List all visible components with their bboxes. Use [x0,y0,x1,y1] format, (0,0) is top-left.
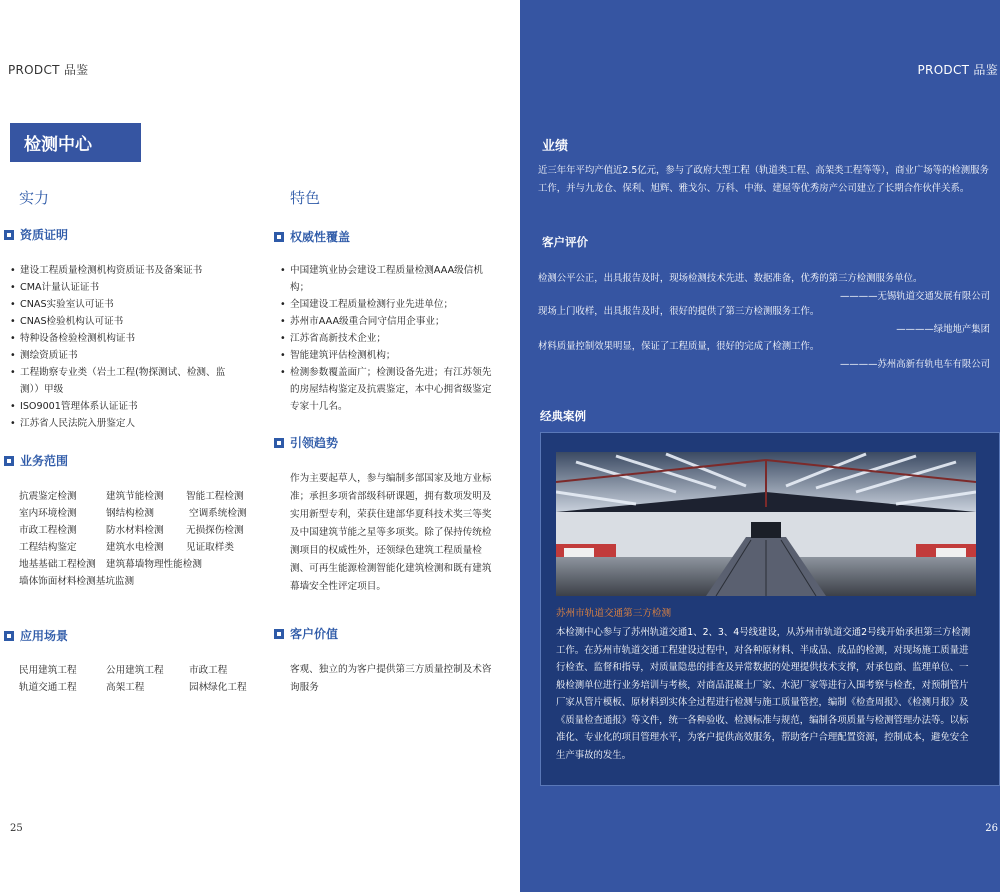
section-heading: 引领趋势 [290,436,339,450]
grid-cell: 轨道交通工程 [19,682,77,693]
grid-cell: 工程结构鉴定 [19,542,77,553]
list-item: • 检测参数覆盖面广；检测设备先进；有江苏领先的房屋结构鉴定及抗震鉴定，本中心拥省级鉴定专家十几名。 [280,364,500,415]
applications-grid [19,662,247,696]
grid-cell: 建筑水电检测 [106,542,164,553]
authority-list [280,262,500,415]
list-item: • 江苏省高新技术企业； [280,330,500,347]
list-item: • 工程勘察专业类（岩土工程(物探测试、检测、监测））甲级 [10,364,235,398]
review-signature: ————绿地地产集团 [896,324,990,335]
qualification-list [10,262,235,432]
grid-cell: 地基基础工程检测 [19,559,96,570]
section-applications [4,627,68,644]
grid-cell: 高架工程 [106,682,145,693]
list-item: • ISO9001管理体系认证证书 [10,398,235,415]
section-lead-trend [274,434,338,451]
list-item: • 测绘资质证书 [10,347,235,364]
list-item: • 苏州市AAA级重合同守信用企事业； [280,313,500,330]
section-heading: 业务范围 [20,454,69,468]
case-title: 苏州市轨道交通第三方检测 [556,608,672,619]
grid-cell: 见证取样类 [186,542,234,553]
grid-cell: 园林绿化工程 [189,682,247,693]
grid-cell: 公用建筑工程 [106,665,164,676]
list-item: • CNAS检验机构认可证书 [10,313,235,330]
section-heading: 权威性覆盖 [290,230,351,244]
review-text: 现场上门收样，出具报告及时，很好的提供了第三方检测服务工作。 [538,306,820,317]
grid-row [19,662,247,679]
grid-cell: 市政工程 [189,665,228,676]
section-heading: 资质证明 [20,228,69,242]
grid-cell: 民用建筑工程 [19,665,77,676]
achievements-paragraph: 近三年年平均产值近2.5亿元，参与了政府大型工程（轨道类工程、高架类工程等等），商业广场等的检测服务工作，并与九龙仓、保利、旭辉、雅戈尔、万科、中海、建屋等优秀房产公司建立了长期合作伙伴关系。 [538,165,989,194]
grid-cell: 建筑幕墙物理性能检测 [106,559,202,570]
list-item: • 建设工程质量检测机构资质证书及备案证书 [10,262,235,279]
square-bullet-icon [4,230,14,240]
column-heading-strength: 实力 [19,189,50,207]
grid-row [19,488,247,505]
review-text: 材料质量控制效果明显，保证了工程质量，很好的完成了检测工作。 [538,341,820,352]
grid-row [19,505,247,522]
section-cases: 经典案例 [540,409,586,423]
list-item: • 江苏省人民法院入册鉴定人 [10,415,235,432]
grid-cell: 防水材料检测 [106,525,164,536]
grid-cell: 抗震鉴定检测 [19,491,77,502]
square-bullet-icon [274,629,284,639]
scope-grid [19,488,247,590]
grid-cell: 空调系统检测 [189,508,247,519]
brand-label: PRODCT 品鉴 [8,63,89,77]
lead-paragraph: 作为主要起草人，参与编制多部国家及地方业标准；承担多项省部级科研课题，拥有数项发明及实用新型专利，荣获住建部华夏科技术奖三等奖及中国建筑节能之星等多项奖。除了保持传统检测项目的权威性外，还领绿色建筑工程质量检测、可再生能源检测智能化建筑检测和既有建筑幕墙安全性评定项目。 [290,473,492,592]
review-text: 检测公平公正，出具报告及时，现场检测技术先进、数据准备，优秀的第三方检测服务单位。 [538,273,923,284]
review-signature: ————无锡轨道交通发展有限公司 [839,291,990,302]
grid-row [19,539,247,556]
grid-cell: 智能工程检测 [186,491,244,502]
grid-cell: 市政工程检测 [19,525,77,536]
subway-station-photo [556,452,976,596]
case-paragraph: 本检测中心参与了苏州轨道交通1、2、3、4号线建设，从苏州市轨道交通2号线开始承担第三方检测工作。在苏州市轨道交通工程建设过程中，对各种原材料、半成品、成品的检测，对现场施工质量进行检查、监督和指导，对质量隐患的排查及异常数据的处理提供技术支撑，对承包商、监理单位、一般检测单位进行业务培训与考核，对商品混凝土厂家、水泥厂家等进行入围考察与检查，对预制管片厂家从管片模板、原材料到实体全过程进行检测与施工质量管控，编制《检查周报》、《检测月报》及《质量检查通报》等文件，统一各种验收、检测标准与规范，编制各项质量与检测管理办法等。以标准化、专业化的项目管理水平，为客户提供高效服务，帮助客户合理配置资源，控制成本，避免安全生产事故的发生。 [556,627,971,761]
page-title: 检测中心 [10,123,141,162]
section-authority [274,228,350,245]
page-number: 26 [985,823,998,834]
brand-label: PRODCT 品鉴 [917,63,998,77]
section-scope [4,452,68,469]
photo-illustration [556,452,976,596]
grid-row [19,679,247,696]
review-signature: ————苏州高新有轨电车有限公司 [839,359,990,370]
section-heading: 客户价值 [290,627,339,641]
list-item: • 智能建筑评估检测机构； [280,347,500,364]
list-item: • 特种设备检验检测机构证书 [10,330,235,347]
square-bullet-icon [274,232,284,242]
section-customer-value [274,625,338,642]
list-item: • 中国建筑业协会建设工程质量检测AAA级信机构； [280,262,500,296]
grid-row [19,522,247,539]
square-bullet-icon [274,438,284,448]
grid-cell: 室内环境检测 [19,508,77,519]
square-bullet-icon [4,456,14,466]
section-achievements: 业绩 [542,139,569,154]
list-item: • CMA计量认证证书 [10,279,235,296]
square-bullet-icon [4,631,14,641]
list-item: • 全国建设工程质量检测行业先进单位； [280,296,500,313]
page-number: 25 [10,823,23,834]
list-item: • CNAS实验室认可证书 [10,296,235,313]
grid-cell: 钢结构检测 [106,508,154,519]
grid-row [19,556,247,573]
section-qualification [4,226,68,243]
section-heading: 应用场景 [20,629,69,643]
value-paragraph: 客观、独立的为客户提供第三方质量控制及术咨询服务 [290,664,492,693]
column-heading-features: 特色 [290,189,321,207]
section-reviews: 客户评价 [542,235,588,249]
grid-row [19,573,247,590]
grid-cell: 建筑节能检测 [106,491,164,502]
grid-cell: 墙体饰面材料检测基坑监测 [19,576,135,587]
grid-cell: 无损探伤检测 [186,525,244,536]
right-page [520,0,1000,892]
